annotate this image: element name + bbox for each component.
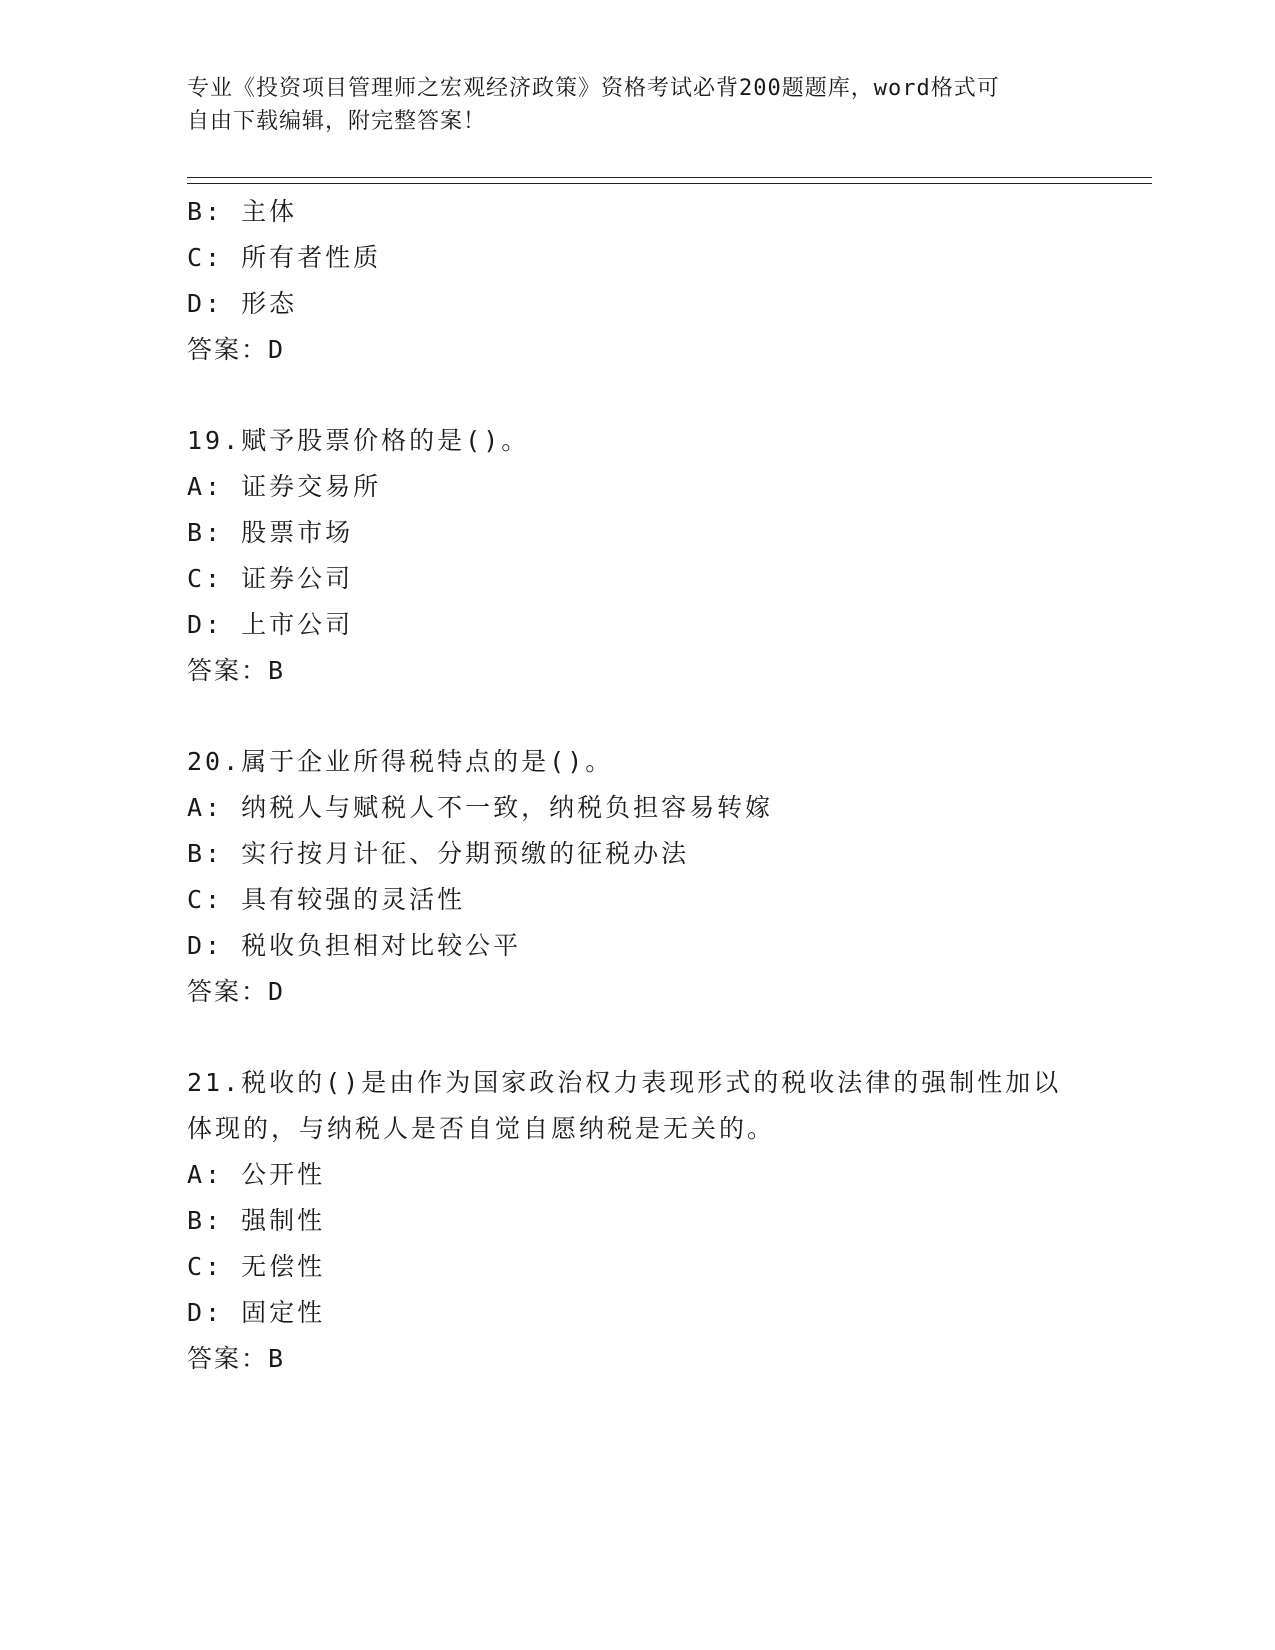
option-a: A: 纳税人与赋税人不一致，纳税负担容易转嫁 <box>187 793 774 822</box>
option-b: B: 股票市场 <box>187 518 354 547</box>
question-block-19 <box>187 418 1087 694</box>
question-stem-line-2: 体现的，与纳税人是否自觉自愿纳税是无关的。 <box>187 1114 776 1143</box>
question-list <box>187 189 1087 1382</box>
question-block-18 <box>187 189 1087 373</box>
question-block-21 <box>187 1060 1087 1382</box>
document-header <box>187 72 1067 138</box>
header-title-line-1: 专业《投资项目管理师之宏观经济政策》资格考试必背200题题库，word格式可 <box>187 76 1000 101</box>
spacer <box>187 1015 1087 1060</box>
option-b: B: 强制性 <box>187 1206 326 1235</box>
option-a: A: 公开性 <box>187 1160 326 1189</box>
header-divider <box>187 177 1152 184</box>
question-stem: 20.属于企业所得税特点的是()。 <box>187 747 614 776</box>
answer-line: 答案：D <box>187 335 286 364</box>
answer-line: 答案：B <box>187 1344 286 1373</box>
option-d: D: 税收负担相对比较公平 <box>187 931 522 960</box>
option-d: D: 固定性 <box>187 1298 326 1327</box>
spacer <box>187 373 1087 418</box>
option-b: B: 实行按月计征、分期预缴的征税办法 <box>187 839 690 868</box>
question-stem-line-1: 21.税收的()是由作为国家政治权力表现形式的税收法律的强制性加以 <box>187 1068 1062 1097</box>
question-block-20 <box>187 739 1087 1015</box>
header-title-line-2: 自由下载编辑，附完整答案！ <box>187 109 487 134</box>
option-c: C: 具有较强的灵活性 <box>187 885 466 914</box>
answer-line: 答案：B <box>187 656 286 685</box>
option-c: C: 所有者性质 <box>187 243 382 272</box>
option-c: C: 证券公司 <box>187 564 354 593</box>
option-a: A: 证券交易所 <box>187 472 382 501</box>
option-d: D: 上市公司 <box>187 610 354 639</box>
answer-line: 答案：D <box>187 977 286 1006</box>
option-c: C: 无偿性 <box>187 1252 326 1281</box>
option-b: B: 主体 <box>187 197 298 226</box>
question-stem: 19.赋予股票价格的是()。 <box>187 426 530 455</box>
spacer <box>187 694 1087 739</box>
option-d: D: 形态 <box>187 289 298 318</box>
